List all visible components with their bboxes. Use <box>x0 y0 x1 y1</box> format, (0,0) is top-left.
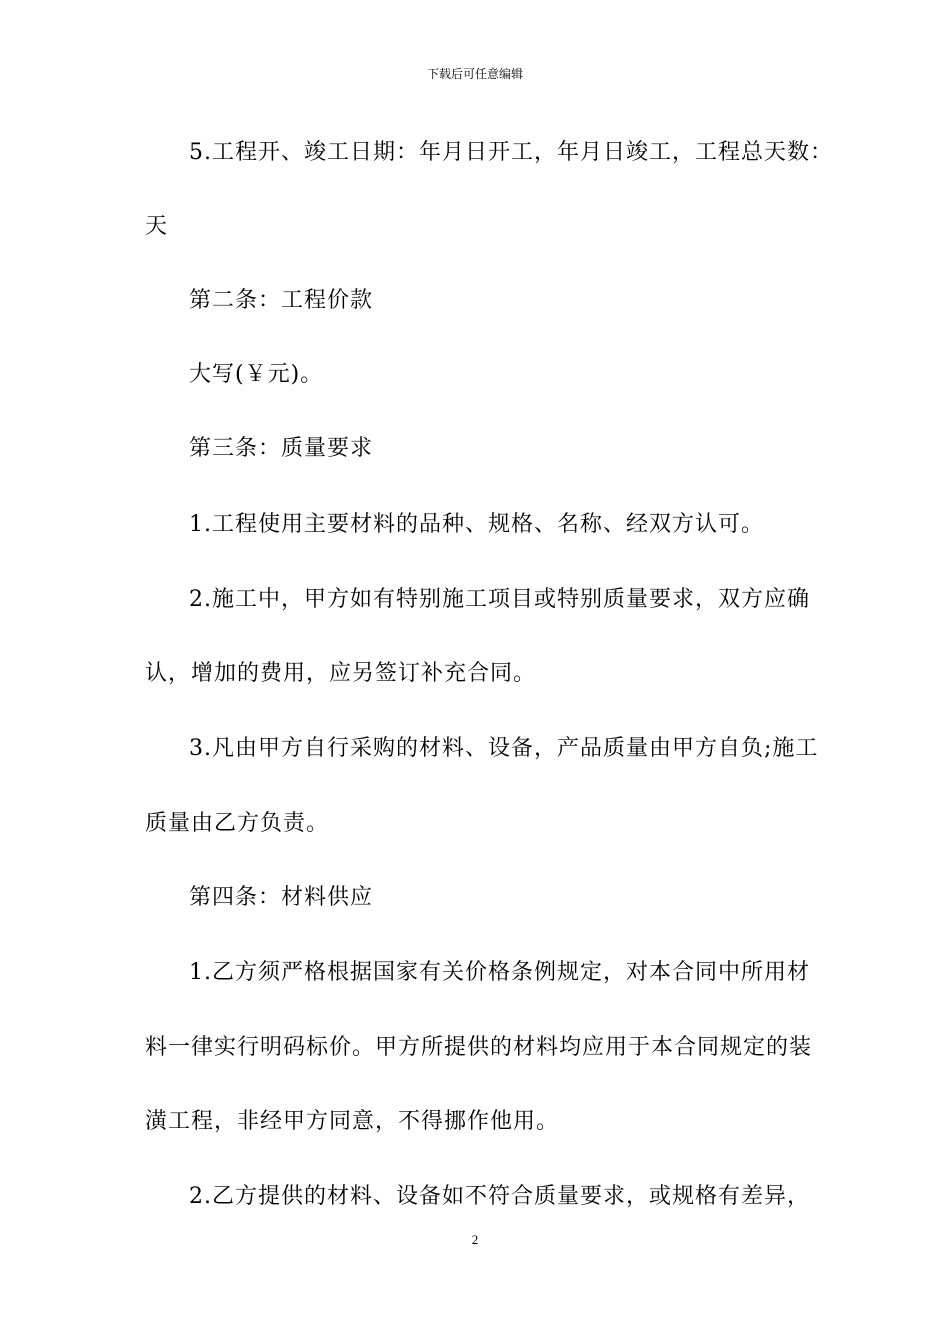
text-line: 潢工程，非经甲方同意，不得挪作他用。 <box>145 1109 560 1134</box>
text-line: 料一律实行明码标价。甲方所提供的材料均应用于本合同规定的装 <box>145 1035 813 1060</box>
text-line: 认，增加的费用，应另签订补充合同。 <box>145 661 537 686</box>
text-line: 1.工程使用主要材料的品种、规格、名称、经双方认可。 <box>189 512 764 537</box>
text-line: 质量由乙方负责。 <box>145 811 330 836</box>
section-heading: 第四条：材料供应 <box>189 885 374 910</box>
page-header: 下载后可任意编辑 <box>426 67 523 81</box>
text-line: 1.乙方须严格根据国家有关价格条例规定，对本合同中所用材 <box>189 960 810 985</box>
page-number: 2 <box>471 1232 479 1247</box>
text-line: 2.乙方提供的材料、设备如不符合质量要求，或规格有差异， <box>189 1184 810 1209</box>
text-line: 2.施工中，甲方如有特别施工项目或特别质量要求，双方应确 <box>189 587 810 612</box>
text-line: 大写(￥元)。 <box>189 362 324 387</box>
text-line: 天 <box>145 214 169 239</box>
text-line: 3.凡由甲方自行采购的材料、设备，产品质量由甲方自负;施工 <box>189 736 819 761</box>
section-heading: 第二条：工程价款 <box>189 288 374 313</box>
text-line: 5.工程开、竣工日期：年月日开工，年月日竣工，工程总天数： <box>189 140 833 165</box>
section-heading: 第三条：质量要求 <box>189 436 374 461</box>
